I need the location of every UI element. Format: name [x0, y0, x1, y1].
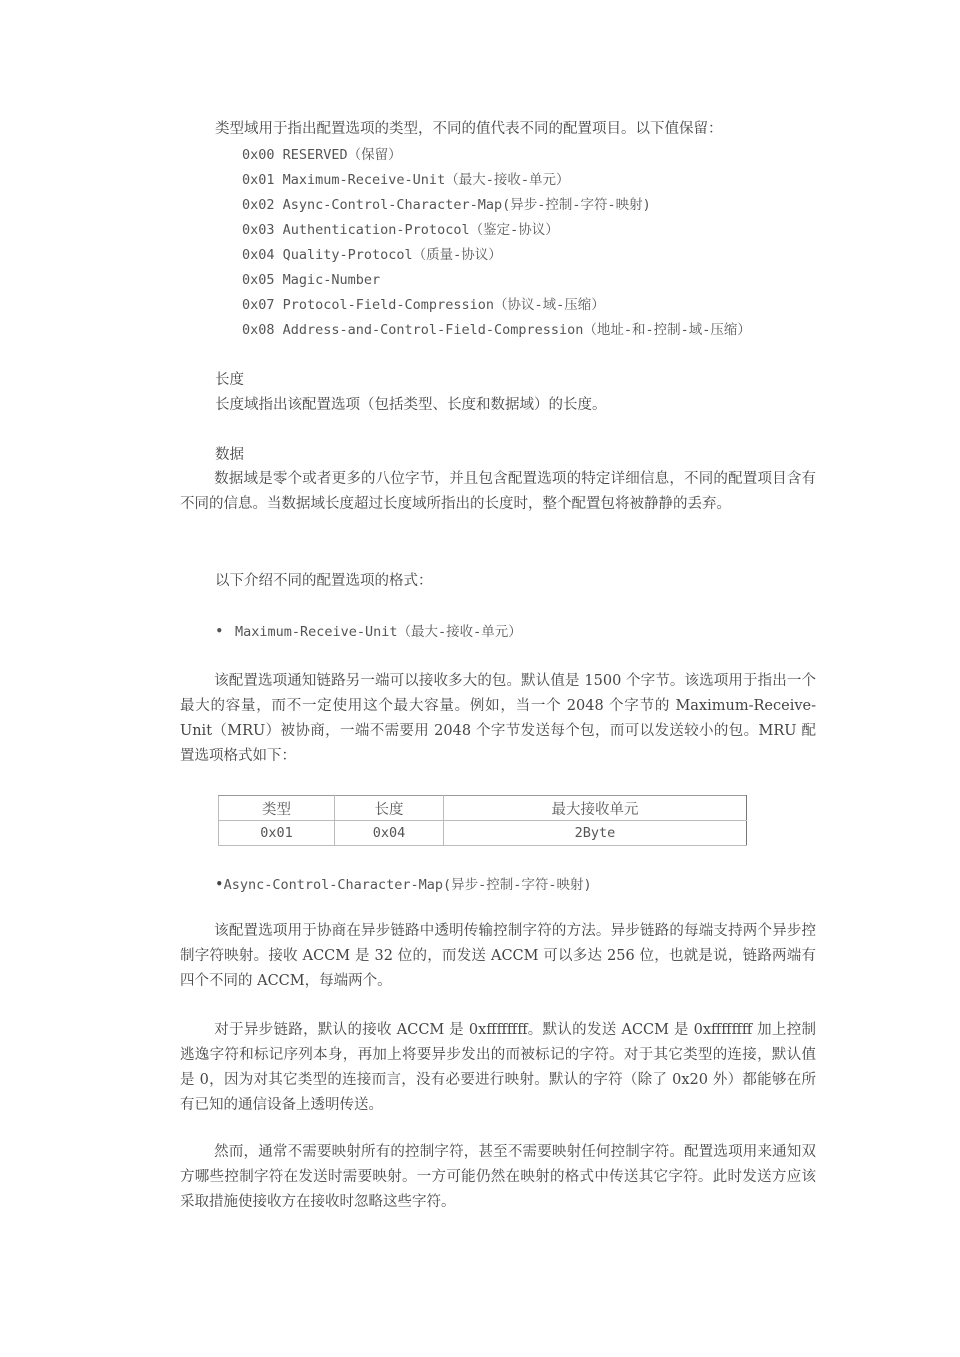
accm-bullet-item	[215, 875, 592, 895]
table-header-mru: 最大接收单元	[444, 796, 747, 821]
table-header-length: 长度	[335, 796, 444, 821]
data-heading: 数据	[215, 447, 244, 463]
reserved-value-0x05: 0x05 Magic-Number	[242, 272, 381, 288]
length-body: 长度域指出该配置选项（包括类型、长度和数据域）的长度。	[215, 397, 607, 413]
table-cell-mru: 2Byte	[444, 821, 747, 846]
table-cell-length: 0x04	[335, 821, 444, 846]
length-heading: 长度	[215, 372, 244, 388]
mru-bullet-item	[215, 622, 522, 642]
table-cell-type: 0x01	[219, 821, 335, 846]
accm-paragraph-2: 对于异步链路，默认的接收 ACCM 是 0xffffffff。默认的发送 ACCM 是 0xffffffff 加上控制逃逸字符和标记序列本身，再加上将要异步发出的而被标记的字符。对于其它类型的连接，默认值是 0，因为对其它类型的连接而言，没有必要进行映射。默认的字符（除了 0x20 外）都能够在所有已知的通信设备上透明传送。	[180, 1022, 816, 1113]
accm-title: Async-Control-Character-Map(异步-控制-字符-映射)	[223, 877, 592, 893]
accm-paragraph-3: 然而，通常不需要映射所有的控制字符，甚至不需要映射任何控制字符。配置选项用来通知双方哪些控制字符在发送时需要映射。一方可能仍然在映射的格式中传送其它字符。此时发送方应该采取措施使接收方在接收时忽略这些字符。	[180, 1144, 816, 1210]
reserved-value-0x02: 0x02 Async-Control-Character-Map(异步-控制-字符-映射)	[242, 197, 651, 213]
table-header-type: 类型	[219, 796, 335, 821]
mru-title: Maximum-Receive-Unit（最大-接收-单元）	[235, 624, 522, 640]
reserved-value-0x04: 0x04 Quality-Protocol（质量-协议）	[242, 247, 502, 263]
mru-format-table	[218, 795, 747, 846]
type-field-intro: 类型域用于指出配置选项的类型，不同的值代表不同的配置项目。以下值保留：	[215, 121, 723, 137]
formats-intro: 以下介绍不同的配置选项的格式：	[215, 573, 433, 589]
reserved-value-0x01: 0x01 Maximum-Receive-Unit（最大-接收-单元）	[242, 172, 570, 188]
reserved-value-0x00: 0x00 RESERVED（保留）	[242, 147, 402, 163]
table-row	[219, 796, 747, 821]
reserved-value-0x03: 0x03 Authentication-Protocol（鉴定-协议）	[242, 222, 559, 238]
table-row	[219, 821, 747, 846]
mru-body: 该配置选项通知链路另一端可以接收多大的包。默认值是 1500 个字节。该选项用于指出一个最大的容量，而不一定使用这个最大容量。例如，当一个 2048 个字节的 Maximum-Receive-Unit（MRU）被协商，一端不需要用 2048 个字节发送每个包，而可以发送较小的包。MRU 配置选项格式如下：	[180, 673, 816, 764]
accm-paragraph-1: 该配置选项用于协商在异步链路中透明传输控制字符的方法。异步链路的每端支持两个异步控制字符映射。接收 ACCM 是 32 位的，而发送 ACCM 可以多达 256 位，也就是说，链路两端有四个不同的 ACCM，每端两个。	[180, 923, 816, 989]
reserved-value-0x07: 0x07 Protocol-Field-Compression（协议-域-压缩）	[242, 297, 605, 313]
bullet-icon: •	[215, 624, 224, 640]
reserved-value-0x08: 0x08 Address-and-Control-Field-Compression（地址-和-控制-域-压缩）	[242, 322, 751, 338]
bullet-icon: •	[215, 877, 224, 893]
data-body: 数据域是零个或者更多的八位字节，并且包含配置选项的特定详细信息，不同的配置项目含有不同的信息。当数据域长度超过长度域所指出的长度时，整个配置包将被静静的丢弃。	[180, 471, 816, 512]
